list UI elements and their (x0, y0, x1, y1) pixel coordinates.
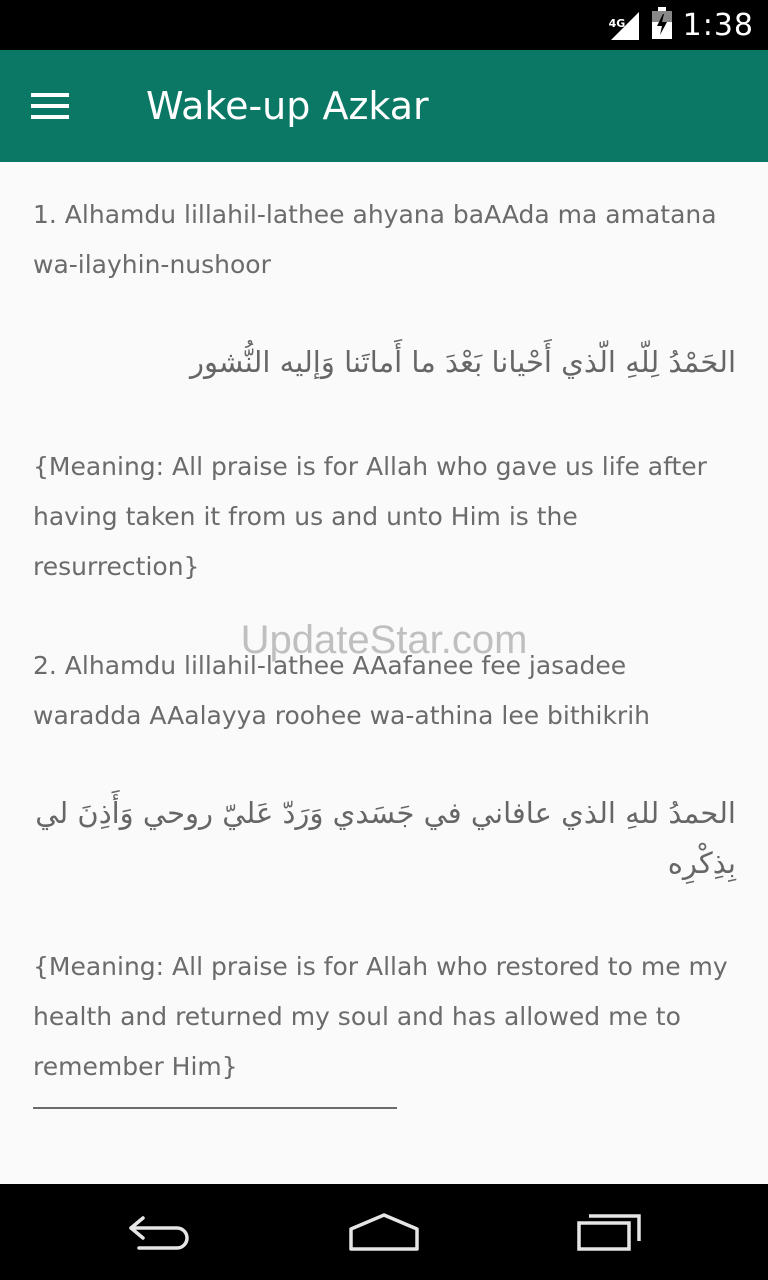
page-title: Wake-up Azkar (146, 84, 429, 128)
battery-icon (651, 6, 673, 44)
zikr-2-arabic: الحمدُ للهِ الذي عافاني في جَسَدي وَرَدّ عَليّ روحي وَأَذِنَ لي بِذِكْرِه (35, 796, 736, 880)
signal-icon (607, 8, 641, 42)
divider (33, 1107, 397, 1109)
clock: 1:38 (682, 7, 754, 43)
network-type-label: 4G (608, 17, 626, 30)
zikr-1-arabic: الحَمْدُ لِلّهِ الّذي أَحْيانا بَعْدَ ما أَماتَنا وَإليه النُّشور (189, 345, 736, 379)
back-icon (125, 1212, 195, 1252)
navigation-bar (0, 1184, 768, 1280)
recents-button[interactable] (565, 1202, 655, 1262)
zikr-2-transliteration: 2. Alhamdu lillahil-lathee AAafanee fee jasadee waradda AAalayya roohee wa-athina lee bithikrih (33, 651, 651, 730)
home-button[interactable] (339, 1202, 429, 1262)
status-bar (0, 0, 768, 50)
zikr-1-meaning: {Meaning: All praise is for Allah who gave us life after having taken it from us and unto Him is the resurrection} (33, 452, 707, 581)
azkar-content[interactable] (0, 162, 768, 1184)
watermark: UpdateStar.com (240, 618, 528, 662)
home-icon (346, 1211, 422, 1253)
menu-button[interactable] (22, 78, 78, 134)
back-button[interactable] (115, 1202, 205, 1262)
status-icons (607, 0, 754, 50)
zikr-1-transliteration: 1. Alhamdu lillahil-lathee ahyana baAAda ma amatana wa-ilayhin-nushoor (33, 200, 717, 279)
app-bar (0, 50, 768, 162)
hamburger-menu-icon (31, 93, 69, 119)
recents-icon (575, 1211, 645, 1253)
zikr-2-meaning: {Meaning: All praise is for Allah who restored to me my health and returned my soul and has allowed me to remember Him} (33, 952, 728, 1081)
